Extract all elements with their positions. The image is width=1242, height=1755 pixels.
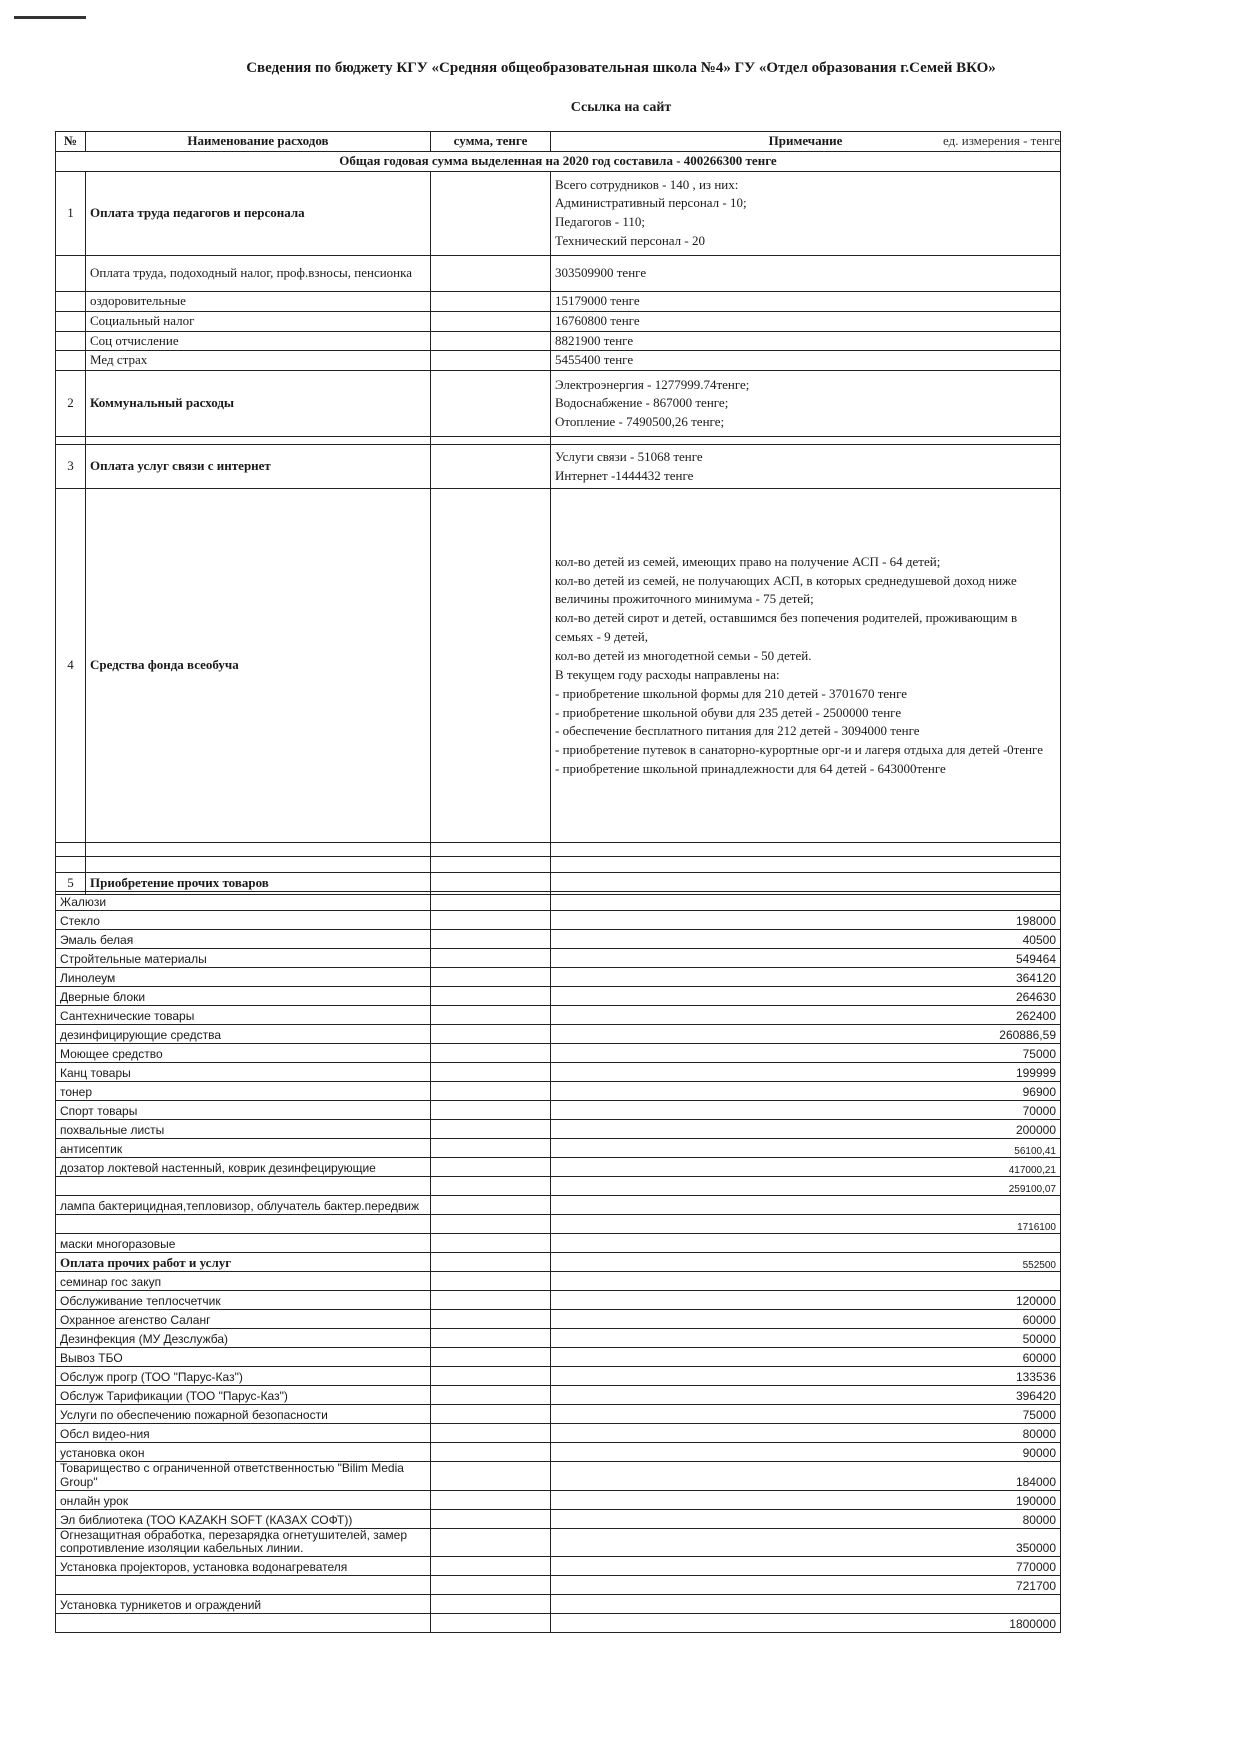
sub-note: 8821900 тенге	[551, 331, 1061, 351]
section-3-row	[56, 445, 1061, 489]
note-line: Всего сотрудников - 140 , из них:	[555, 176, 739, 192]
section-2-no: 2	[56, 371, 86, 437]
spacer-row	[56, 437, 1061, 445]
item-value: 396420	[551, 1386, 1061, 1405]
item-name: Охранное агенство Саланг	[56, 1310, 431, 1329]
item-sum	[431, 1006, 551, 1025]
item-name: Обсл видео-ния	[56, 1424, 431, 1443]
note-line: - приобретение школьной принадлежности для 64 детей - 643000тенге	[555, 761, 946, 777]
item-name: тонер	[56, 1082, 431, 1101]
works-list	[56, 1272, 1061, 1633]
note-line: - обеспечение бесплатного питания для 212 детей - 3094000 тенге	[555, 723, 920, 739]
table-row	[56, 1177, 1061, 1196]
note-line: Технический персонал - 20	[555, 233, 705, 249]
item-value: 75000	[551, 1044, 1061, 1063]
item-value: 721700	[551, 1576, 1061, 1595]
table-row	[56, 1120, 1061, 1139]
sub-note: 16760800 тенге	[551, 311, 1061, 331]
item-sum	[431, 987, 551, 1006]
item-value	[551, 892, 1061, 911]
section-5-name: Приобретение прочих товаров	[86, 873, 431, 895]
item-value: 60000	[551, 1310, 1061, 1329]
expense-items-table	[55, 891, 1061, 1633]
item-sum	[431, 1139, 551, 1158]
sub-name: Соц отчисление	[86, 331, 431, 351]
section-3-no: 3	[56, 445, 86, 489]
section-4-name: Средства фонда всеобуча	[86, 489, 431, 843]
table-row	[56, 1509, 1061, 1528]
table-row	[56, 1490, 1061, 1509]
budget-table	[55, 131, 1061, 895]
table-row	[56, 1310, 1061, 1329]
item-name: Вывоз ТБО	[56, 1348, 431, 1367]
item-name	[56, 1576, 431, 1595]
sub-row	[56, 291, 1061, 311]
note-line: - приобретение путевок в санаторно-курортные орг-и и лагеря отдыха для детей -0тенге	[555, 742, 1043, 758]
item-value: 133536	[551, 1367, 1061, 1386]
item-sum	[431, 1329, 551, 1348]
item-name: Жалюзи	[56, 892, 431, 911]
item-sum	[431, 1614, 551, 1633]
item-value: 262400	[551, 1006, 1061, 1025]
item-name: дезинфицирующие средства	[56, 1025, 431, 1044]
note-line: кол-во детей сирот и детей, оставшимся без попечения родителей, проживающим в семьях - 9 детей,	[555, 610, 1018, 645]
table-row	[56, 1006, 1061, 1025]
item-sum	[431, 1044, 551, 1063]
item-sum	[431, 968, 551, 987]
total-row	[56, 151, 1061, 171]
item-value: 549464	[551, 949, 1061, 968]
table-row	[56, 892, 1061, 911]
sub-row	[56, 351, 1061, 371]
section-4-no: 4	[56, 489, 86, 843]
item-name: Стекло	[56, 911, 431, 930]
item-name: установка окон	[56, 1443, 431, 1462]
item-name: Моющее средство	[56, 1044, 431, 1063]
section-2-name: Коммунальный расходы	[86, 371, 431, 437]
item-sum	[431, 1490, 551, 1509]
table-row	[56, 1348, 1061, 1367]
note-line: Электроэнергия - 1277999.74тенге;	[555, 376, 750, 392]
item-name: Обслуживание теплосчетчик	[56, 1291, 431, 1310]
goods-list	[56, 892, 1061, 1253]
spacer-row	[56, 857, 1061, 873]
item-name: дозатор локтевой настенный, коврик дезинфецирующие	[56, 1158, 431, 1177]
table-row	[56, 930, 1061, 949]
total-text: Общая годовая сумма выделенная на 2020 год составила - 400266300 тенге	[56, 151, 1061, 171]
item-sum	[431, 1158, 551, 1177]
item-value: 120000	[551, 1291, 1061, 1310]
note-line: - приобретение школьной обуви для 235 детей - 2500000 тенге	[555, 704, 902, 720]
item-name: Дезинфекция (МУ Дезслужба)	[56, 1329, 431, 1348]
table-row	[56, 1557, 1061, 1576]
item-sum	[431, 1405, 551, 1424]
item-name: Обслуж прогр (ТОО "Парус-Каз")	[56, 1367, 431, 1386]
item-name	[56, 1614, 431, 1633]
sub-note: 15179000 тенге	[551, 291, 1061, 311]
item-value: 198000	[551, 911, 1061, 930]
scan-mark	[14, 16, 86, 19]
note-line: - приобретение школьной формы для 210 детей - 3701670 тенге	[555, 685, 908, 701]
item-name: похвальные листы	[56, 1120, 431, 1139]
item-value: 190000	[551, 1490, 1061, 1509]
item-name: Эмаль белая	[56, 930, 431, 949]
note-line: Отопление - 7490500,26 тенге;	[555, 414, 725, 430]
table-row	[56, 1614, 1061, 1633]
table-row	[56, 1329, 1061, 1348]
item-value: 264630	[551, 987, 1061, 1006]
table-row	[56, 1386, 1061, 1405]
section-4-notes	[551, 489, 1061, 843]
section-1-row	[56, 171, 1061, 255]
item-value: 50000	[551, 1329, 1061, 1348]
item-value: 60000	[551, 1348, 1061, 1367]
section-1-notes	[551, 171, 1061, 255]
item-sum	[431, 1310, 551, 1329]
item-value: 259100,07	[551, 1177, 1061, 1196]
sub-note: 303509900 тенге	[551, 255, 1061, 291]
table-row	[56, 949, 1061, 968]
item-value	[551, 1196, 1061, 1215]
table-row	[56, 1196, 1061, 1215]
table-row	[56, 1528, 1061, 1557]
note-line: кол-во детей из семей, имеющих право на получение АСП - 64 детей;	[555, 553, 941, 569]
item-name: Установка турникетов и ограждений	[56, 1595, 431, 1614]
table-row	[56, 1595, 1061, 1614]
item-sum	[431, 1025, 551, 1044]
table-row	[56, 1443, 1061, 1462]
item-name: онлайн урок	[56, 1490, 431, 1509]
item-sum	[431, 1272, 551, 1291]
works-section	[56, 1253, 1061, 1272]
item-name	[56, 1215, 431, 1234]
site-link-label[interactable]: Ссылка на сайт	[570, 100, 672, 115]
header-note: Примечание	[551, 132, 1061, 152]
item-value	[551, 1595, 1061, 1614]
item-sum	[431, 911, 551, 930]
sub-name: Оплата труда, подоходный налог, проф.взносы, пенсионка	[86, 255, 431, 291]
table-row	[56, 968, 1061, 987]
item-value: 417000,21	[551, 1158, 1061, 1177]
item-name: Канц товары	[56, 1063, 431, 1082]
item-sum	[431, 1386, 551, 1405]
section-1-no: 1	[56, 171, 86, 255]
item-sum	[431, 892, 551, 911]
note-line: В текущем году расходы направлены на:	[555, 666, 780, 682]
item-sum	[431, 1509, 551, 1528]
table-row	[56, 1405, 1061, 1424]
item-value: 40500	[551, 930, 1061, 949]
note-line: Интернет -1444432 тенге	[555, 467, 694, 483]
item-name: маски многоразовые	[56, 1234, 431, 1253]
table-row	[56, 1025, 1061, 1044]
item-name: антисептик	[56, 1139, 431, 1158]
item-name: Услуги по обеспечению пожарной безопасности	[56, 1405, 431, 1424]
item-sum	[431, 1120, 551, 1139]
item-name: Линолеум	[56, 968, 431, 987]
sub-row	[56, 255, 1061, 291]
item-sum	[431, 1234, 551, 1253]
note-line: Услуги связи - 51068 тенге	[555, 449, 703, 464]
item-value: 56100,41	[551, 1139, 1061, 1158]
section-3-notes	[551, 445, 1061, 489]
note-line: кол-во детей из многодетной семьи - 50 детей.	[555, 648, 812, 663]
item-sum	[431, 1576, 551, 1595]
section-2-row	[56, 371, 1061, 437]
item-sum	[431, 1528, 551, 1557]
item-value: 200000	[551, 1120, 1061, 1139]
table-row	[56, 1367, 1061, 1386]
document-title: Сведения по бюджету КГУ «Средняя общеобразовательная школа №4» ГУ «Отдел образования г.Семей ВКО»	[246, 60, 996, 76]
note-line: Водоснабжение - 867000 тенге;	[555, 395, 729, 411]
table-row	[56, 1215, 1061, 1234]
item-value: 90000	[551, 1443, 1061, 1462]
item-name: Спорт товары	[56, 1101, 431, 1120]
spacer-row	[56, 843, 1061, 857]
item-sum	[431, 1462, 551, 1491]
table-row	[56, 1158, 1061, 1177]
table-row	[56, 1044, 1061, 1063]
item-sum	[431, 1424, 551, 1443]
note-line: Административный персонал - 10;	[555, 195, 747, 211]
item-name: Обслуж Тарификации (ТОО "Парус-Каз")	[56, 1386, 431, 1405]
item-sum	[431, 1367, 551, 1386]
section-3-name: Оплата услуг связи с интернет	[86, 445, 431, 489]
item-name	[56, 1177, 431, 1196]
item-value: 184000	[551, 1462, 1061, 1491]
sub-name: Социальный налог	[86, 311, 431, 331]
table-row	[56, 1139, 1061, 1158]
item-value: 70000	[551, 1101, 1061, 1120]
table-row	[56, 1272, 1061, 1291]
item-sum	[431, 1291, 551, 1310]
item-value: 75000	[551, 1405, 1061, 1424]
item-value: 80000	[551, 1509, 1061, 1528]
item-name: Стройтельные материалы	[56, 949, 431, 968]
header-sum: сумма, тенге	[431, 132, 551, 152]
item-value: 260886,59	[551, 1025, 1061, 1044]
table-row	[56, 987, 1061, 1006]
section-1-name: Оплата труда педагогов и персонала	[86, 171, 431, 255]
sub-row	[56, 331, 1061, 351]
item-sum	[431, 1215, 551, 1234]
section-5-no: 5	[56, 873, 86, 895]
table-row	[56, 1101, 1061, 1120]
table-row	[56, 1576, 1061, 1595]
section-4-row	[56, 489, 1061, 843]
table-row	[56, 1234, 1061, 1253]
item-sum	[431, 1063, 551, 1082]
item-sum	[431, 1443, 551, 1462]
item-value	[551, 1234, 1061, 1253]
item-name: Дверные блоки	[56, 987, 431, 1006]
header-name: Наименование расходов	[86, 132, 431, 152]
item-value: 199999	[551, 1063, 1061, 1082]
item-value: 1800000	[551, 1614, 1061, 1633]
table-row	[56, 1424, 1061, 1443]
item-value: 1716100	[551, 1215, 1061, 1234]
item-name: Эл библиотека (ТОО KAZAKH SOFT (КАЗАХ СОФТ))	[56, 1509, 431, 1528]
item-sum	[431, 1177, 551, 1196]
item-sum	[431, 1082, 551, 1101]
item-name: лампа бактерицидная,тепловизор, облучатель бактер.передвиж	[56, 1196, 431, 1215]
table-row	[56, 1063, 1061, 1082]
item-sum	[431, 930, 551, 949]
item-value: 350000	[551, 1528, 1061, 1557]
table-row	[56, 1462, 1061, 1491]
item-sum	[431, 949, 551, 968]
item-sum	[431, 1557, 551, 1576]
item-name: семинар гос закуп	[56, 1272, 431, 1291]
item-value: 770000	[551, 1557, 1061, 1576]
works-title-row	[56, 1253, 1061, 1272]
item-value: 96900	[551, 1082, 1061, 1101]
works-title-value: 552500	[551, 1253, 1061, 1272]
item-name: Товарищество с ограниченной ответственностью "Bilim Media Group"	[56, 1462, 431, 1491]
item-value: 364120	[551, 968, 1061, 987]
item-name: Сантехнические товары	[56, 1006, 431, 1025]
header-no: №	[56, 132, 86, 152]
unit-note: ед. измерения - тенге	[943, 133, 1060, 148]
item-value: 80000	[551, 1424, 1061, 1443]
sub-note: 5455400 тенге	[551, 351, 1061, 371]
table-row	[56, 1082, 1061, 1101]
sub-name: Мед страх	[86, 351, 431, 371]
table-row	[56, 1291, 1061, 1310]
item-value	[551, 1272, 1061, 1291]
table-row	[56, 911, 1061, 930]
item-name: Огнезащитная обработка, перезарядка огнетушителей, замер сопротивление изоляции кабельных линии.	[56, 1528, 431, 1557]
item-sum	[431, 1101, 551, 1120]
note-line: кол-во детей из семей, не получающих АСП, в которых среднедушевой доход ниже величины прожиточного минимума - 75 детей;	[555, 572, 1017, 607]
section-1-sum	[431, 171, 551, 255]
sub-row	[56, 311, 1061, 331]
item-sum	[431, 1196, 551, 1215]
section-2-notes	[551, 371, 1061, 437]
item-sum	[431, 1595, 551, 1614]
header-row	[56, 132, 1061, 152]
works-title: Оплата прочих работ и услуг	[56, 1253, 431, 1272]
note-line: Педагогов - 110;	[555, 214, 645, 230]
sub-name: оздоровительные	[86, 291, 431, 311]
item-sum	[431, 1348, 551, 1367]
item-name: Установка проjекторов, установка водонагревателя	[56, 1557, 431, 1576]
